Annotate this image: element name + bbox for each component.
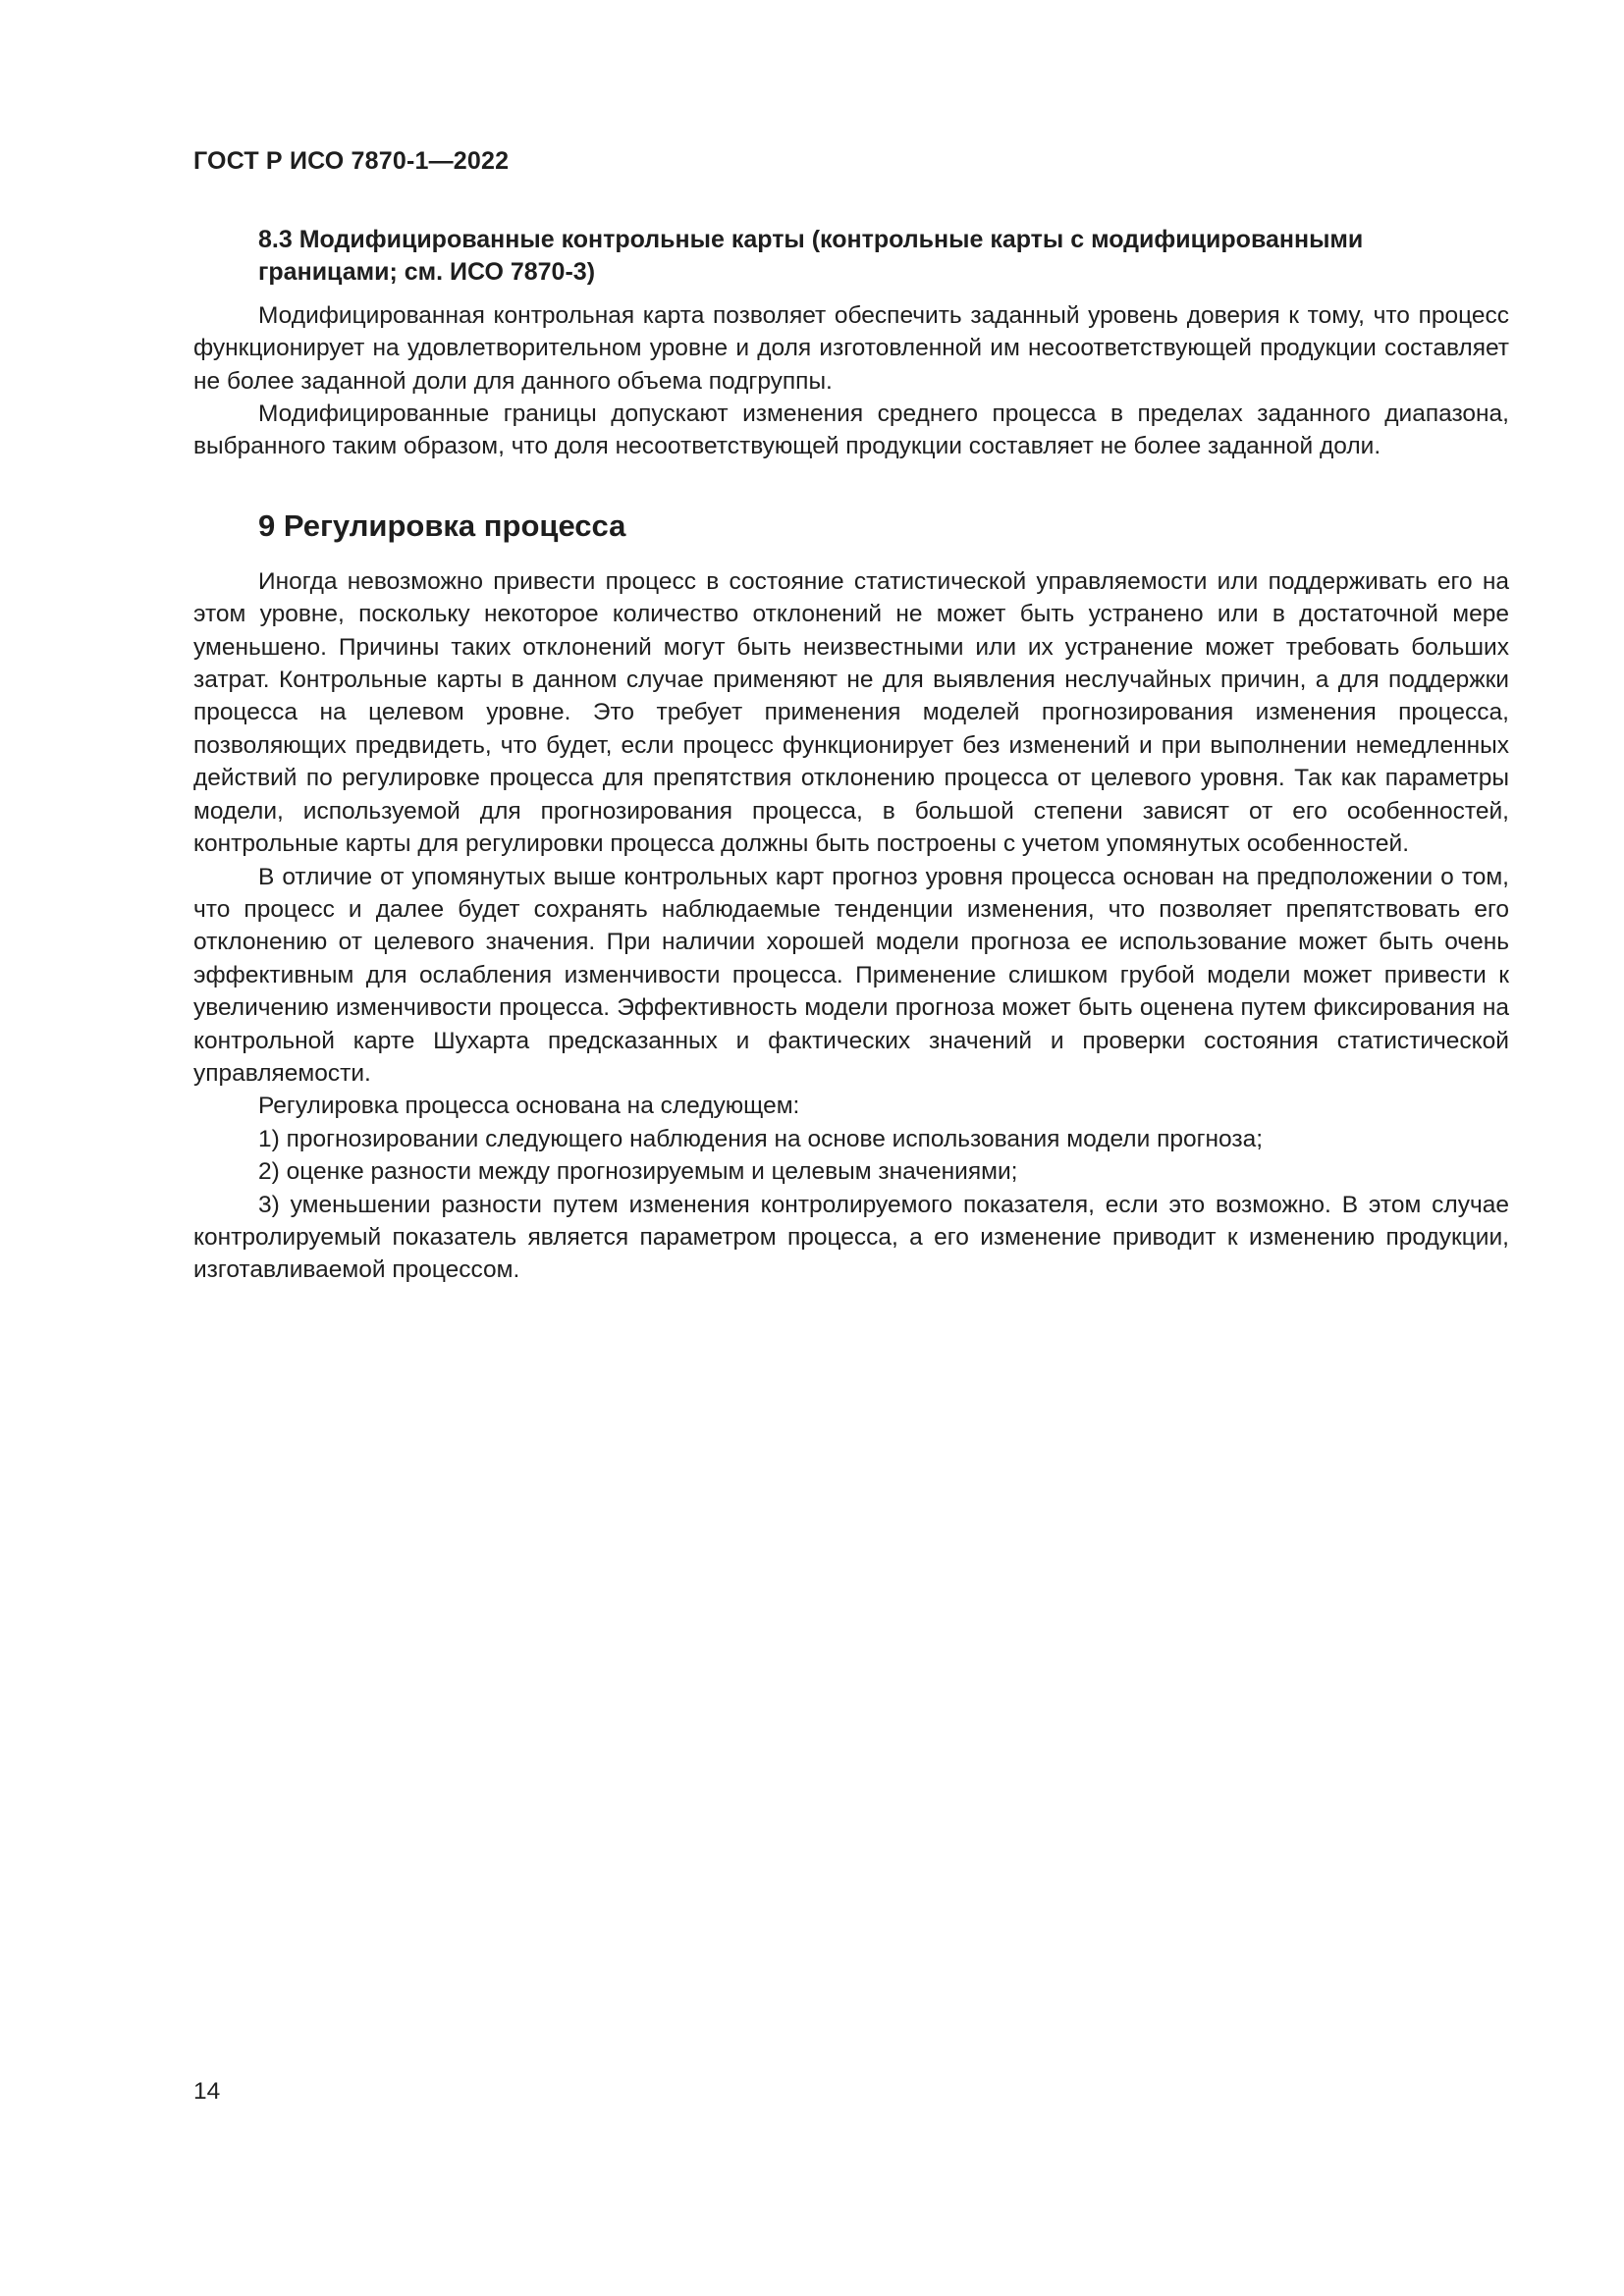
page-number: 14: [193, 2078, 221, 2105]
section-title-9: 9 Регулировка процесса: [258, 507, 626, 543]
paragraph: Модифицированная контрольная карта позволяет обеспечить заданный уровень доверия к тому, что процесс функционирует на удовлетворительном уровне и доля изготовленной им несоответствующей продукции составляет не более заданной доли для данного объема подгруппы.: [193, 301, 1509, 395]
subsection-title-8-3: 8.3 Модифицированные контрольные карты (контрольные карты с модифицированными границами; см. ИСО 7870-3): [258, 226, 1364, 287]
page-content: [193, 224, 1509, 1287]
list-item: 1) прогнозировании следующего наблюдения на основе использования модели прогноза;: [258, 1125, 1264, 1152]
paragraph: Модифицированные границы допускают изменения среднего процесса в пределах заданного диапазона, выбранного таким образом, что доля несоответствующей продукции составляет не более заданной доли.: [193, 400, 1509, 460]
paragraph: В отличие от упомянутых выше контрольных карт прогноз уровня процесса основан на предположении о том, что процесс и далее будет сохранять наблюдаемые тенденции изменения, что позволяет препятствовать его отклонению от целевого значения. При наличии хорошей модели прогноза ее использование может быть очень эффективным для ослабления изменчивости процесса. Применение слишком грубой модели может привести к увеличению изменчивости процесса. Эффективность модели прогноза может быть оценена путем фиксирования на контрольной карте Шухарта предсказанных и фактических значений и проверки состояния статистической управляемости.: [193, 863, 1509, 1087]
list-item: 2) оценке разности между прогнозируемым и целевым значениями;: [258, 1158, 1018, 1186]
paragraph: Регулировка процесса основана на следующем:: [258, 1093, 800, 1120]
list-item: 3) уменьшении разности путем изменения контролируемого показателя, если это возможно. В этом случае контролируемый показатель является параметром процесса, а его изменение приводит к изменению продукции, изготавливаемой процессом.: [193, 1191, 1509, 1284]
paragraph: Иногда невозможно привести процесс в состояние статистической управляемости или поддерживать его на этом уровне, поскольку некоторое количество отклонений не может быть устранено или в достаточной мере уменьшено. Причины таких отклонений могут быть неизвестными или их устранение может требовать больших затрат. Контрольные карты в данном случае применяют не для выявления неслучайных причин, а для поддержки процесса на целевом уровне. Это требует применения моделей прогнозирования изменения процесса, позволяющих предвидеть, что будет, если процесс функционирует без изменений и при выполнении немедленных действий по регулировке процесса для препятствия отклонению процесса от целевого уровня. Так как параметры модели, используемой для прогнозирования процесса, в большой степени зависят от его особенностей, контрольные карты для регулировки процесса должны быть построены с учетом упомянутых особенностей.: [193, 567, 1509, 858]
document-header: ГОСТ Р ИСО 7870-1—2022: [193, 147, 510, 175]
